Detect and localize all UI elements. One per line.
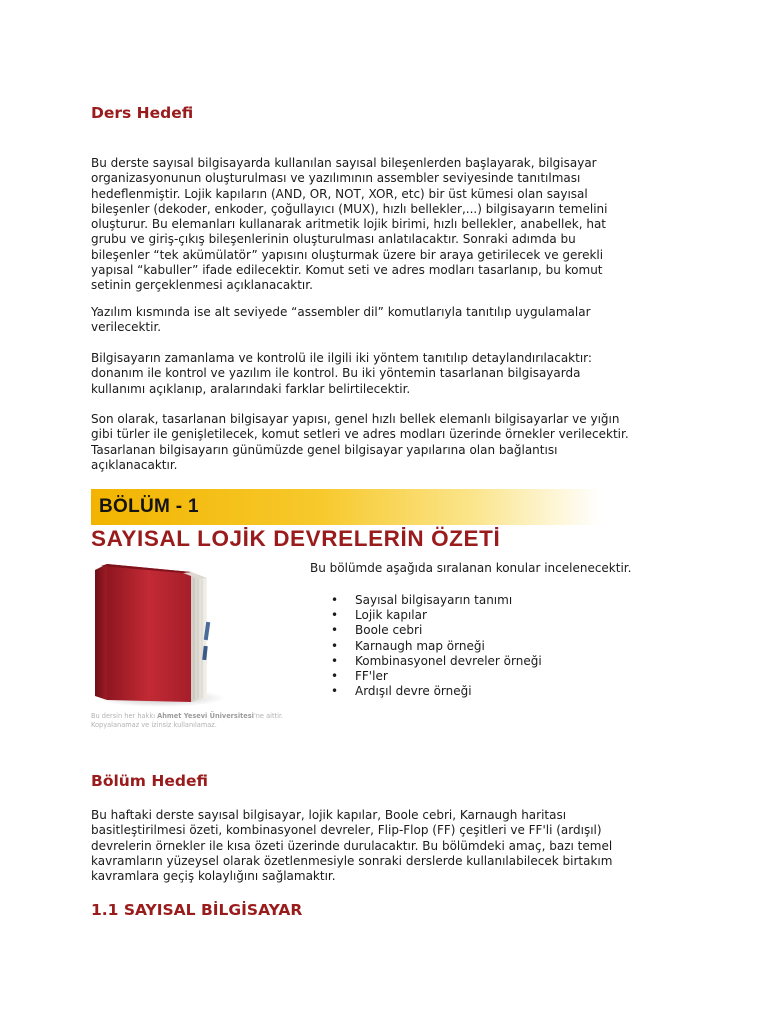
bullet: • bbox=[331, 668, 339, 683]
text-line: devrelerin örnekler ile kısa özeti üzerinde durulacaktır. Bu bölümdeki amaç, bazı temel bbox=[91, 838, 613, 853]
ders-hedefi-paragraph-3 bbox=[91, 351, 691, 397]
bullet: • bbox=[331, 623, 339, 638]
ders-hedefi-paragraph-4 bbox=[91, 412, 691, 473]
chapter-title: SAYISAL LOJİK DEVRELERİN ÖZETİ bbox=[91, 526, 501, 551]
text-line: basitleştirilmesi özeti, kombinasyonel devreler, Flip-Flop (FF) çeşitleri ve FF'li (ardışıl) bbox=[91, 823, 602, 838]
bullet: • bbox=[331, 608, 339, 623]
text-line: bileşenler (dekoder, enkoder, çoğullayıcı (MUX), hızlı bellekler,...) bilgisayarın temelini bbox=[91, 201, 608, 216]
list-item: • Lojik kapılar bbox=[331, 608, 427, 623]
ders-hedefi-paragraph-1 bbox=[91, 156, 691, 294]
text-line: donanım ile kontrol ve yazılım ile kontrol. Bu iki yöntemin tasarlanan bilgisayarda bbox=[91, 366, 581, 381]
topics-list bbox=[331, 593, 542, 699]
bullet: • bbox=[331, 638, 339, 653]
text-line: hedeflenmiştir. Lojik kapıların (AND, OR, NOT, XOR, etc) bir üst kümesi olan sayısal bbox=[91, 186, 588, 201]
text-line: Tasarlanan bilgisayarın günümüzde genel bilgisayar yapılarına olan bağlantısı bbox=[91, 442, 558, 457]
bullet: • bbox=[331, 684, 339, 699]
text-line: verilecektir. bbox=[91, 320, 162, 335]
text-line: Bilgisayarın zamanlama ve kontrolü ile ilgili iki yöntem tanıtılıp detaylandırılacaktır: bbox=[91, 351, 592, 365]
red-book-icon bbox=[91, 552, 307, 712]
list-item: • FF'ler bbox=[331, 668, 388, 683]
text-line: setinin gerçeklenmesi açıklanacaktır. bbox=[91, 278, 313, 293]
image-copyright-caption: Bu dersin her hakkı Ahmet Yesevi Üniversitesi'ne aittir. Kopyalanamaz ve izinsiz kullanılamaz. bbox=[91, 712, 284, 729]
bolum-hedefi-paragraph bbox=[91, 808, 691, 884]
ders-hedefi-heading: Ders Hedefi bbox=[91, 104, 194, 122]
text-line: yapısal “kabuller” ifade edilecektir. Komut seti ve adres modları tasarlanıp, bu komut bbox=[91, 263, 603, 278]
text-line: grubu ve giriş-çıkış bileşenlerinin oluşturulması anlatılacaktır. Sonraki adımda bu bbox=[91, 232, 576, 247]
text-line: Bu derste sayısal bilgisayarda kullanılan sayısal bileşenlerden başlayarak, bilgisayar bbox=[91, 156, 597, 170]
bullet: • bbox=[331, 653, 339, 668]
bolum-hedefi-heading: Bölüm Hedefi bbox=[91, 772, 208, 790]
section-1-1-heading: 1.1 SAYISAL BİLGİSAYAR bbox=[91, 901, 303, 919]
text-line: kullanımı açıklanıp, aralarındaki farklar belirtilecektir. bbox=[91, 381, 411, 396]
text-line: organizasyonunun oluşturulması ve yazılımının assembler seviyesinde tanıtılması bbox=[91, 171, 581, 186]
bullet: • bbox=[331, 593, 339, 607]
book-image bbox=[91, 552, 307, 732]
list-item: • Sayısal bilgisayarın tanımı bbox=[331, 593, 513, 607]
list-item: • Ardışıl devre örneği bbox=[331, 684, 472, 699]
list-item: • Karnaugh map örneği bbox=[331, 638, 485, 653]
text-line: kavramlara geçiş kolaylığını sağlamaktır. bbox=[91, 869, 336, 884]
text-line: Son olarak, tasarlanan bilgisayar yapısı, genel hızlı bellek elemanlı bilgisayarlar ve yığın bbox=[91, 412, 620, 426]
list-item: • Kombinasyonel devreler örneği bbox=[331, 653, 542, 668]
text-line: bileşenler “tek akümülatör” yapısını oluşturmak üzere bir araya getirilecek ve gerekli bbox=[91, 247, 604, 262]
chapter-banner bbox=[91, 489, 601, 525]
topics-intro: Bu bölümde aşağıda sıralanan konular incelenecektir. bbox=[310, 561, 632, 575]
list-item: • Boole cebri bbox=[331, 623, 423, 638]
ders-hedefi-paragraph-2 bbox=[91, 305, 691, 336]
text-line: kavramların yüzeysel olarak özetlenmesiyle sonraki derslerde kullanılabilecek birtakım bbox=[91, 853, 613, 868]
text-line: oluşturur. Bu elemanları kullanarak aritmetik lojik birimi, hızlı bellekler, anabellek, hat bbox=[91, 217, 607, 232]
text-line: gibi türler ile genişletilecek, komut setleri ve adres modları üzerinde örnekler verilecektir. bbox=[91, 427, 629, 442]
text-line: Bu haftaki derste sayısal bilgisayar, lojik kapılar, Boole cebri, Karnaugh haritası bbox=[91, 808, 567, 822]
chapter-banner-label: BÖLÜM - 1 bbox=[99, 496, 199, 517]
text-line: Yazılım kısmında ise alt seviyede “assembler dil” komutlarıyla tanıtılıp uygulamalar bbox=[91, 305, 591, 319]
text-line: açıklanacaktır. bbox=[91, 457, 178, 472]
